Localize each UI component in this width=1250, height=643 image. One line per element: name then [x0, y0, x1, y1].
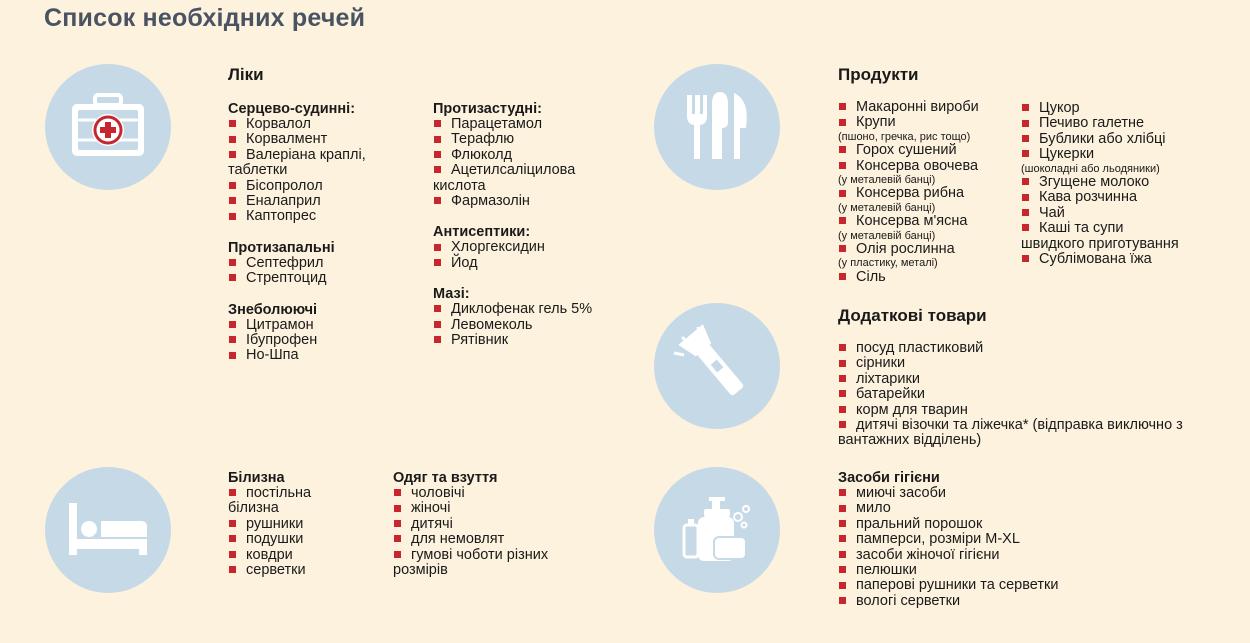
bullet-marker: [229, 489, 236, 496]
bullet-marker: [1022, 150, 1029, 157]
bullet-marker: [839, 146, 846, 153]
list-item: дитячі візочки та ліжечка* (відправка виключно з: [838, 418, 1218, 433]
list-item: засоби жіночої гігієни: [838, 548, 1138, 563]
list-item: Каші та супи: [1021, 221, 1231, 236]
bullet-marker: [434, 244, 441, 251]
list-item: паперові рушники та серветки: [838, 578, 1138, 593]
bullet-marker: [839, 390, 846, 397]
list-item: Корвалмент: [228, 132, 418, 147]
bullet-marker: [839, 273, 846, 280]
bullet-marker: [394, 505, 401, 512]
list-item: Крупи: [838, 115, 1028, 130]
list-item: Сіль: [838, 270, 1028, 285]
extra-section: [838, 306, 1218, 449]
flashlight-icon: [654, 303, 780, 429]
bullet-marker: [434, 336, 441, 343]
subsection-title-ointments: Мазі:: [433, 286, 470, 303]
bullet-marker: [1022, 120, 1029, 127]
bullet-marker: [229, 182, 236, 189]
list-item: Цукор: [1021, 101, 1231, 116]
medicine-circle: [45, 64, 171, 190]
list-item: Бісопролол: [228, 179, 418, 194]
list-item: розмірів: [393, 562, 448, 579]
list-item: батарейки: [838, 387, 1218, 402]
section-title-hygiene: Засоби гігієни: [838, 470, 940, 486]
bullet-marker: [229, 535, 236, 542]
list-item: Бублики або хлібці: [1021, 132, 1231, 147]
bullet-marker: [394, 489, 401, 496]
bullet-marker: [839, 421, 846, 428]
first-aid-kit-icon: [45, 64, 171, 190]
food-circle: [654, 64, 780, 190]
bullet-marker: [229, 520, 236, 527]
bullet-marker: [394, 535, 401, 542]
list-item: Септефрил: [228, 256, 418, 271]
list-item: Стрептоцид: [228, 271, 418, 286]
list-item: дитячі: [393, 517, 593, 532]
list-item: Консерва рибна: [838, 186, 1028, 201]
list-item: мило: [838, 501, 1138, 516]
medicine-section-col2: [433, 101, 633, 348]
bullet-marker: [839, 597, 846, 604]
list-item: Кава розчинна: [1021, 190, 1231, 205]
list-item: Левомеколь: [433, 318, 633, 333]
list-item: Ібупрофен: [228, 333, 418, 348]
bullet-marker: [434, 166, 441, 173]
list-item: Консерва овочева: [838, 159, 1028, 174]
list-item: Флюколд: [433, 148, 633, 163]
list-item-note: (пшоно, гречка, рис тощо): [838, 130, 971, 143]
list-item: швидкого приготування: [1021, 235, 1179, 252]
list-item: ліхтарики: [838, 372, 1218, 387]
bullet-marker: [839, 582, 846, 589]
bullet-marker: [839, 245, 846, 252]
list-item: серветки: [228, 563, 378, 578]
list-item-note: (шоколадні або льодяники): [1021, 162, 1160, 175]
list-item: Еналаприл: [228, 194, 418, 209]
list-item: Терафлю: [433, 132, 633, 147]
bullet-marker: [434, 259, 441, 266]
bullet-marker: [839, 217, 846, 224]
bullet-marker: [1022, 209, 1029, 216]
bullet-marker: [229, 336, 236, 343]
bed-icon: [45, 467, 171, 593]
section-title-food: Продукти: [838, 65, 919, 84]
bullet-marker: [1022, 178, 1029, 185]
section-title-medicine: Ліки: [228, 65, 264, 84]
list-item: Парацетамол: [433, 117, 633, 132]
bullet-marker: [229, 213, 236, 220]
toiletries-icon: [654, 467, 780, 593]
list-item: Хлоргексидин: [433, 240, 633, 255]
bullet-marker: [434, 305, 441, 312]
list-item: Рятівник: [433, 333, 633, 348]
bullet-marker: [839, 103, 846, 110]
list-item: памперси, розміри M-XL: [838, 532, 1138, 547]
bullet-marker: [229, 321, 236, 328]
list-item: Горох сушений: [838, 143, 1028, 158]
list-item: Каптопрес: [228, 209, 418, 224]
list-item: Фармазолін: [433, 194, 633, 209]
list-item: для немовлят: [393, 532, 593, 547]
list-item: кислота: [433, 177, 486, 194]
list-item: подушки: [228, 532, 378, 547]
bullet-marker: [229, 259, 236, 266]
list-item: Цитрамон: [228, 318, 418, 333]
list-item: рушники: [228, 517, 378, 532]
bullet-marker: [839, 360, 846, 367]
bullet-marker: [1022, 255, 1029, 262]
bullet-marker: [839, 344, 846, 351]
bullet-marker: [839, 566, 846, 573]
bullet-marker: [394, 551, 401, 558]
bullet-marker: [839, 406, 846, 413]
bullet-marker: [1022, 194, 1029, 201]
bullet-marker: [434, 321, 441, 328]
bullet-marker: [839, 489, 846, 496]
cutlery-icon: [654, 64, 780, 190]
hygiene-circle: [654, 467, 780, 593]
list-item: Макаронні вироби: [838, 100, 1028, 115]
bullet-marker: [229, 352, 236, 359]
bullet-marker: [434, 151, 441, 158]
list-item: Корвалол: [228, 117, 418, 132]
list-item: Олія рослинна: [838, 242, 1028, 257]
bullet-marker: [229, 566, 236, 573]
list-item: миючі засоби: [838, 486, 1138, 501]
subsection-title-cardio: Серцево-судинні:: [228, 101, 356, 117]
section-title-linen: Білизна: [228, 470, 285, 486]
list-item: постільна: [228, 486, 378, 501]
section-title-clothes: Одяг та взуття: [393, 470, 498, 486]
linen-section: [228, 470, 378, 578]
section-title-extra: Додаткові товари: [838, 306, 987, 325]
list-item: вантажних відділень): [838, 432, 982, 449]
list-item: Чай: [1021, 206, 1231, 221]
bullet-marker: [394, 520, 401, 527]
list-item: Печиво галетне: [1021, 116, 1231, 131]
list-item: посуд пластиковий: [838, 341, 1218, 356]
list-item-note: (у металевій банці): [838, 174, 936, 187]
list-item: чоловічі: [393, 486, 593, 501]
bullet-marker: [229, 197, 236, 204]
bullet-marker: [1022, 224, 1029, 231]
medicine-section: [228, 65, 418, 364]
bullet-marker: [229, 120, 236, 127]
bullet-marker: [229, 551, 236, 558]
bullet-marker: [839, 520, 846, 527]
page-title: Список необхідних речей: [44, 4, 366, 32]
list-item-note: (у металевій банці): [838, 201, 936, 214]
bullet-marker: [839, 119, 846, 126]
hygiene-section: [838, 470, 1138, 609]
list-item: Валеріана краплі,: [228, 148, 418, 163]
food-section: [838, 65, 1028, 285]
subsection-title-painkillers: Знеболюючі: [228, 301, 318, 318]
list-item: Консерва м'ясна: [838, 214, 1028, 229]
list-item: пелюшки: [838, 563, 1138, 578]
linen-circle: [45, 467, 171, 593]
list-item: корм для тварин: [838, 403, 1218, 418]
subsection-title-antiseptics: Антисептики:: [433, 224, 531, 241]
bullet-marker: [1022, 104, 1029, 111]
bullet-marker: [229, 151, 236, 158]
bullet-marker: [434, 197, 441, 204]
list-item: Ацетилсаліцилова: [433, 163, 633, 178]
list-item: Диклофенак гель 5%: [433, 302, 633, 317]
list-item: ковдри: [228, 548, 378, 563]
bullet-marker: [839, 375, 846, 382]
list-item: Йод: [433, 256, 633, 271]
list-item: жіночі: [393, 501, 593, 516]
list-item-note: (у металевій банці): [838, 229, 936, 242]
list-item: пральний порошок: [838, 517, 1138, 532]
bullet-marker: [434, 136, 441, 143]
list-item: сірники: [838, 356, 1218, 371]
bullet-marker: [839, 535, 846, 542]
bullet-marker: [839, 505, 846, 512]
bullet-marker: [229, 136, 236, 143]
list-item: вологі серветки: [838, 594, 1138, 609]
list-item-note: (у пластику, металі): [838, 257, 938, 270]
bullet-marker: [434, 120, 441, 127]
bullet-marker: [229, 274, 236, 281]
list-item: Сублімована їжа: [1021, 252, 1231, 267]
extra-circle: [654, 303, 780, 429]
bullet-marker: [1022, 135, 1029, 142]
subsection-title-antiinflammatory: Протизапальні: [228, 239, 335, 256]
bullet-marker: [839, 162, 846, 169]
list-item: Но-Шпа: [228, 348, 418, 363]
clothes-section: [393, 470, 593, 578]
list-item: гумові чоботи різних: [393, 548, 593, 563]
list-item: Згущене молоко: [1021, 175, 1231, 190]
list-item: Цукерки: [1021, 147, 1231, 162]
food-section-col2: [1021, 101, 1231, 267]
bullet-marker: [839, 551, 846, 558]
bullet-marker: [839, 190, 846, 197]
list-item: білизна: [228, 500, 279, 517]
list-item: таблетки: [228, 162, 288, 179]
subsection-title-cold: Протизастудні:: [433, 101, 542, 117]
